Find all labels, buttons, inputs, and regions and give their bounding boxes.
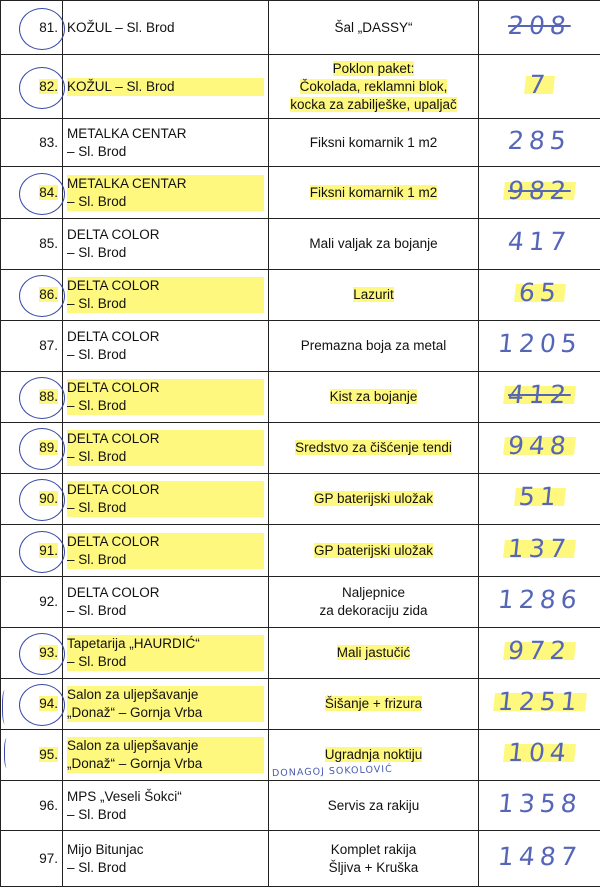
sponsor-line: – Sl. Brod [67,806,127,822]
prize-line: Mali valjak za bojanje [309,236,438,251]
winning-ticket-cell [479,781,600,831]
row-number-cell [1,577,63,628]
table-row [1,628,600,679]
handwritten-ticket-number: 948 [503,437,576,455]
prize-line [273,695,474,713]
row-number-cell [1,781,63,831]
winning-ticket-cell [479,119,600,167]
handwritten-note: DONAGOJ SOKOLOVIĆ [271,763,393,780]
sponsor-line: – Sl. Brod [67,551,264,569]
table-row [1,781,600,831]
handwritten-ticket-number: 1205 [496,329,583,358]
prize-line-highlight: Fiksni komarnik 1 m2 [309,184,438,200]
row-number: 83. [39,134,58,150]
prize-line [273,60,474,78]
prize-cell [269,119,479,167]
sponsor-line: – Sl. Brod [67,859,127,875]
sponsor-line: MPS „Veseli Šokci“ [67,788,182,804]
prize-cell [269,781,479,831]
handwritten-ticket-number: 285 [506,125,573,155]
row-number: 95. [39,747,58,762]
prize-line [273,388,474,406]
sponsor-line: – Sl. Brod [67,143,127,159]
prize-cell [269,219,479,270]
sponsor-line: – Sl. Brod [67,653,264,671]
prize-line-highlight: Sredstvo za čišćenje tendi [295,440,452,455]
handwritten-ticket-number: 104 [503,744,576,762]
row-number-cell [1,119,63,167]
handwritten-ticket-number: 65 [514,284,566,302]
prize-line [273,439,474,457]
row-number-cell [1,831,63,887]
handwritten-ticket-number: 1286 [496,585,583,614]
table-row [1,831,600,887]
sponsor-line: – Sl. Brod [67,245,127,260]
handwritten-ticket-number: 412 [503,386,576,404]
sponsor-line: – Sl. Brod [67,499,264,517]
handwritten-ticket-number: 208 [506,10,573,40]
prize-line [273,644,474,662]
sponsor-cell [63,372,269,423]
table-row [1,372,600,423]
sponsor-line: – Sl. Brod [67,295,264,313]
winning-ticket-cell [479,474,600,525]
sponsor-line: DELTA COLOR [67,277,264,295]
table-row [1,577,600,628]
margin-pen-mark [2,690,9,724]
prize-cell [269,679,479,730]
prize-line-highlight: Lazurit [353,287,394,302]
prize-cell [269,831,479,887]
prize-line-highlight: Ugradnja noktiju [324,747,423,762]
margin-pen-mark [4,738,11,768]
winning-ticket-cell [479,730,600,781]
row-number-cell [1,270,63,321]
sponsor-cell [63,525,269,577]
row-number-cell [1,423,63,474]
prize-cell [269,577,479,628]
prize-cell [269,474,479,525]
prize-line-highlight: GP baterijski uložak [313,542,434,558]
row-number-cell [1,628,63,679]
sponsor-cell [63,831,269,887]
table-row [1,321,600,372]
table-row [1,219,600,270]
prize-line-highlight: GP baterijski uložak [313,491,434,506]
prize-line: Servis za rakiju [327,797,420,813]
prize-line-highlight: Čokolada, reklamni blok, [299,78,448,94]
prize-line [273,286,474,304]
sponsor-cell [63,423,269,474]
sponsor-line: – Sl. Brod [67,603,127,618]
handwritten-ticket-number: 972 [503,642,576,660]
prize-line [273,490,474,508]
sponsor-line: – Sl. Brod [67,448,264,466]
sponsor-line: Mijo Bitunjac [67,841,144,857]
sponsor-line: – Sl. Brod [67,347,127,362]
row-number-cell [1,167,63,219]
table-row [1,119,600,167]
row-number: 92. [39,594,58,609]
winning-ticket-cell [479,55,600,119]
sponsor-line: DELTA COLOR [67,585,160,600]
row-number: 89. [39,440,58,455]
row-number-cell [1,474,63,525]
prize-line: Komplet rakija [330,841,417,857]
sponsor-line: „Donaž“ – Gornja Vrba [67,704,264,722]
sponsor-cell [63,167,269,219]
sponsor-cell [63,1,269,55]
sponsor-cell [63,55,269,119]
winning-ticket-cell [479,270,600,321]
prize-line [273,542,474,560]
prize-line-highlight: Kist za bojanje [329,389,418,404]
row-number: 85. [39,236,58,251]
prize-cell [269,525,479,577]
table-row [1,55,600,119]
handwritten-ticket-number: 1487 [496,841,583,871]
prize-cell [269,270,479,321]
row-number: 81. [39,19,58,35]
winning-ticket-cell [479,321,600,372]
sponsor-line: METALKA CENTAR [67,125,187,141]
sponsor-cell [63,119,269,167]
row-number-cell [1,55,63,119]
prize-cell [269,1,479,55]
prize-line-highlight: Šišanje + frizura [324,696,423,711]
winning-ticket-cell [479,1,600,55]
sponsor-line: DELTA COLOR [67,329,160,344]
table-row [1,423,600,474]
prize-line: Naljepnice [341,585,406,600]
row-number: 94. [39,696,58,711]
prize-line: za dekoraciju zida [319,603,428,618]
table-row [1,1,600,55]
row-number-cell [1,679,63,730]
prize-cell [269,321,479,372]
prize-cell [269,55,479,119]
sponsor-line: KOŽUL – Sl. Brod [67,78,264,96]
prize-line [273,78,474,96]
row-number-cell [1,321,63,372]
sponsor-line: „Donaž“ – Gornja Vrba [67,755,264,773]
sponsor-line: DELTA COLOR [67,227,160,242]
winning-ticket-cell [479,577,600,628]
sponsor-cell [63,577,269,628]
row-number: 90. [39,491,58,506]
row-number-cell [1,1,63,55]
prize-line [273,184,474,202]
table-row [1,167,600,219]
prize-cell [269,372,479,423]
prize-line: Šal „DASSY“ [334,19,413,35]
row-number: 82. [39,78,58,94]
winning-ticket-cell [479,167,600,219]
sponsor-line: DELTA COLOR [67,430,264,448]
row-number: 84. [39,184,58,200]
sponsor-cell [63,781,269,831]
handwritten-ticket-number: 137 [503,540,576,558]
sponsor-cell [63,730,269,781]
sponsor-line: Tapetarija „HAURDIĆ“ [67,635,264,653]
handwritten-ticket-number: 51 [514,488,566,506]
sponsor-cell [63,219,269,270]
sponsor-line: Salon za uljepšavanje [67,737,264,755]
prize-table-body [1,1,600,887]
prize-line: Premazna boja za metal [300,338,447,353]
table-row [1,679,600,730]
prize-line-highlight: Mali jastučić [336,645,411,660]
sponsor-line: – Sl. Brod [67,397,264,415]
sponsor-cell [63,679,269,730]
row-number: 96. [39,797,58,813]
row-number: 88. [39,389,58,404]
prize-line-highlight: kocka za zabilješke, upaljač [290,96,457,112]
row-number: 91. [39,542,58,558]
sponsor-line: DELTA COLOR [67,481,264,499]
prize-cell [269,167,479,219]
prize-line: Fiksni komarnik 1 m2 [309,134,438,150]
handwritten-ticket-number: 1358 [496,788,583,818]
prize-line-highlight: Poklon paket: [332,60,415,76]
handwritten-ticket-number: 417 [506,227,573,256]
row-number: 86. [39,287,58,302]
sponsor-cell [63,474,269,525]
table-row [1,270,600,321]
winning-ticket-cell [479,628,600,679]
prize-line: Šljiva + Kruška [328,859,419,875]
row-number: 87. [39,338,58,353]
sponsor-line: DELTA COLOR [67,533,264,551]
winning-ticket-cell [479,525,600,577]
winning-ticket-cell [479,831,600,887]
sponsor-line: – Sl. Brod [67,193,264,211]
row-number-cell [1,525,63,577]
handwritten-ticket-number: 982 [503,182,576,200]
sponsor-cell [63,270,269,321]
sponsor-line: METALKA CENTAR [67,175,264,193]
handwritten-ticket-number: 1251 [493,693,587,711]
row-number-cell [1,219,63,270]
sponsor-line: Salon za uljepšavanje [67,686,264,704]
row-number: 93. [39,645,58,660]
winning-ticket-cell [479,679,600,730]
sponsor-line: DELTA COLOR [67,379,264,397]
prize-line [273,96,474,114]
handwritten-ticket-number: 7 [524,76,555,94]
table-row [1,525,600,577]
winning-ticket-cell [479,219,600,270]
winning-ticket-cell [479,372,600,423]
table-row [1,474,600,525]
prize-line [273,746,474,764]
sponsor-line: KOŽUL – Sl. Brod [67,19,175,35]
row-number-cell [1,372,63,423]
sponsor-cell [63,321,269,372]
prize-cell [269,628,479,679]
row-number: 97. [39,850,58,866]
winning-ticket-cell [479,423,600,474]
sponsor-cell [63,628,269,679]
prize-cell [269,423,479,474]
